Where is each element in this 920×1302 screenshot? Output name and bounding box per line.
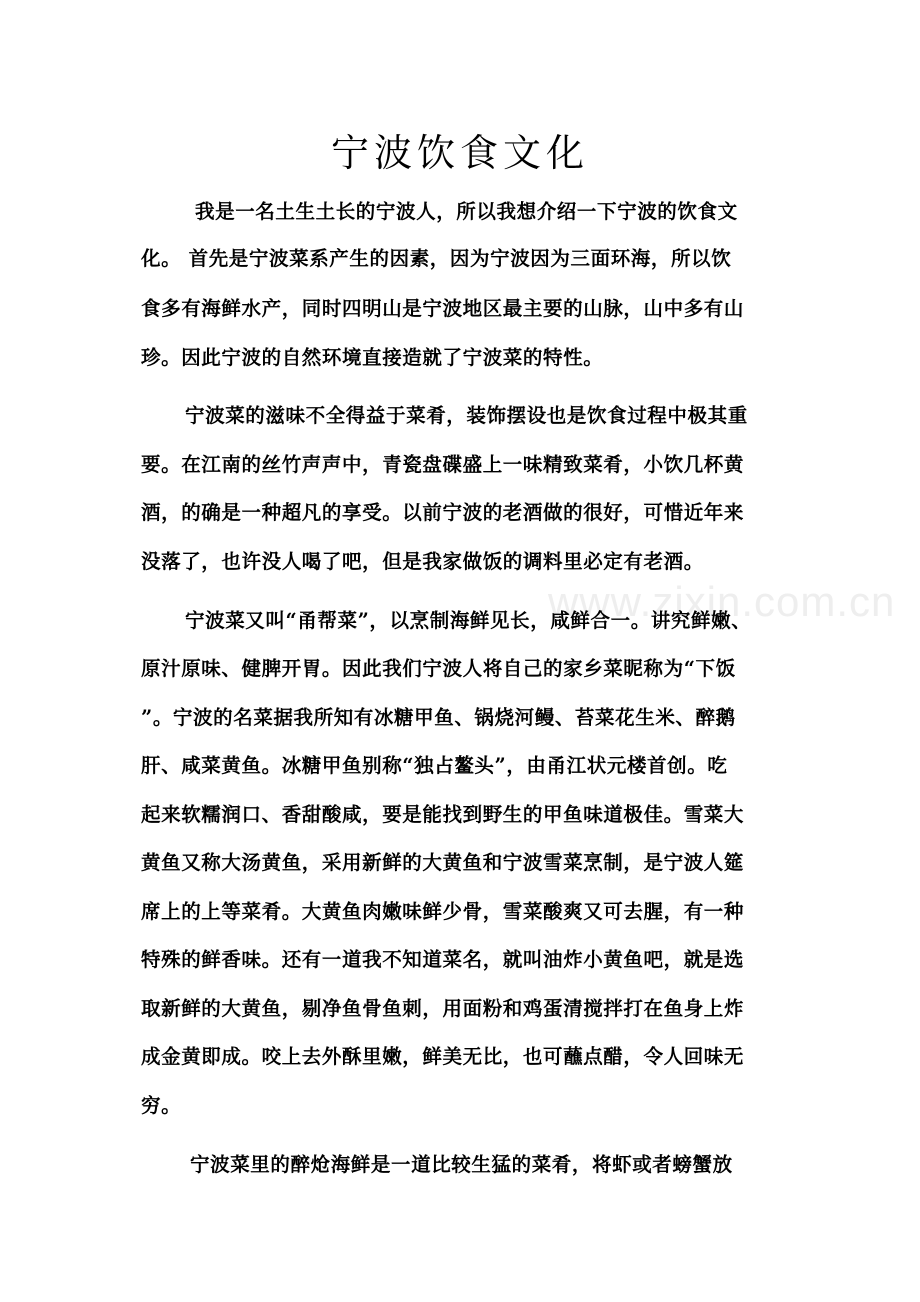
- text-line: 没落了，也许没人喝了吧，但是我家做饭的调料里必定有老酒。: [141, 550, 704, 573]
- watermark: www.zixin.com.cn: [548, 578, 896, 625]
- text-line: 席上的上等菜肴。大黄鱼肉嫩味鲜少骨，雪菜酸爽又可去腥，有一种: [141, 900, 745, 923]
- text-line: 宁波菜的滋味不全得益于菜肴，装饰摆设也是饮食过程中极其重: [185, 404, 748, 427]
- text-line: ”。宁波的名菜据我所知有冰糖甲鱼、锅烧河鳗、苔菜花生米、醉鹅: [141, 706, 736, 729]
- text-line: 取新鲜的大黄鱼，剔净鱼骨鱼刺，用面粉和鸡蛋清搅拌打在鱼身上炸: [141, 997, 745, 1020]
- text-line: 酒，的确是一种超凡的享受。以前宁波的老酒做的很好，可惜近年来: [141, 501, 745, 524]
- text-line: 食多有海鲜水产，同时四明山是宁波地区最主要的山脉，山中多有山: [141, 297, 745, 320]
- text-line: 宁波菜里的醉炝海鲜是一道比较生猛的菜肴，将虾或者螃蟹放: [190, 1153, 733, 1176]
- text-line: 我是一名土生土长的宁波人，所以我想介绍一下宁波的饮食文: [195, 200, 738, 223]
- text-line: 起来软糯润口、香甜酸咸，要是能找到野生的甲鱼味道极佳。雪菜大: [141, 803, 745, 826]
- document-title: 宁波饮食文化: [330, 131, 589, 175]
- text-line: 成金黄即成。咬上去外酥里嫩，鲜美无比，也可蘸点醋，令人回味无: [141, 1045, 745, 1068]
- text-line: 宁波菜又叫“甬帮菜”，以烹制海鲜见长，咸鲜合一。讲究鲜嫩、: [185, 609, 752, 632]
- text-line: 肝、咸菜黄鱼。冰糖甲鱼别称“独占鳌头”，由甬江状元楼首创。吃: [141, 754, 728, 777]
- text-line: 珍。因此宁波的自然环境直接造就了宁波菜的特性。: [141, 346, 604, 369]
- text-line: 特殊的鲜香味。还有一道我不知道菜名，就叫油炸小黄鱼吧，就是选: [141, 948, 745, 971]
- text-line: 穷。: [141, 1094, 182, 1117]
- text-line: 化。 首先是宁波菜系产生的因素，因为宁波因为三面环海，所以饮: [141, 247, 732, 270]
- text-line: 原汁原味、健脾开胃。因此我们宁波人将自己的家乡菜昵称为“下饭: [141, 657, 736, 680]
- text-line: 要。在江南的丝竹声声中，青瓷盘碟盛上一味精致菜肴，小饮几杯黄: [141, 453, 745, 476]
- text-line: 黄鱼又称大汤黄鱼，采用新鲜的大黄鱼和宁波雪菜烹制，是宁波人筵: [141, 851, 745, 874]
